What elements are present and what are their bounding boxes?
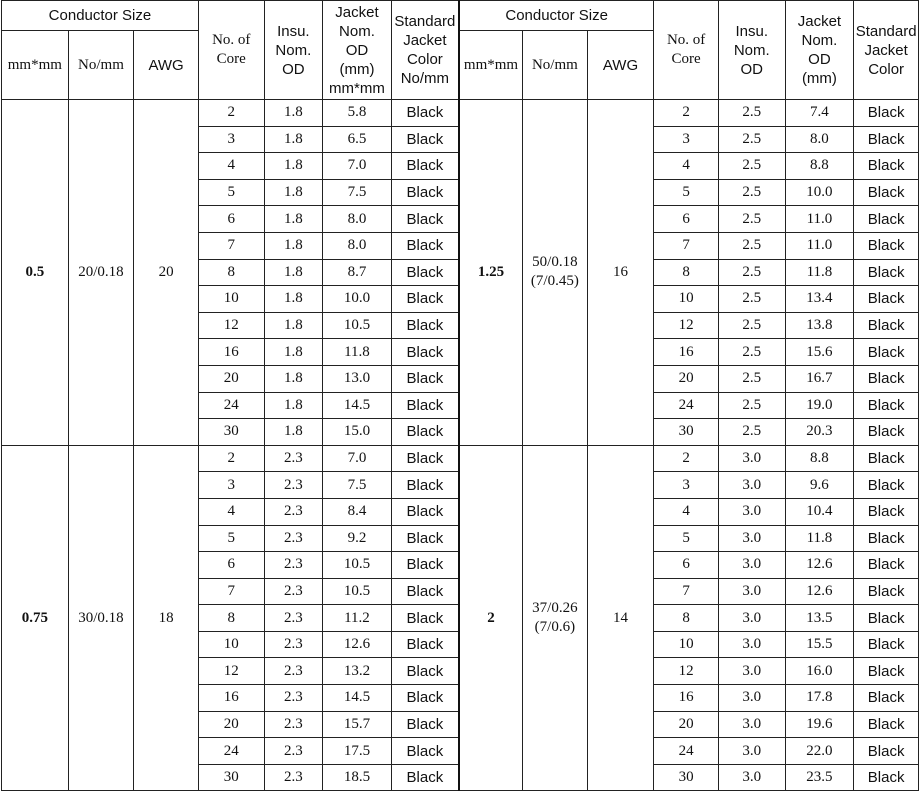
left-insu-od-cell: 1.8 xyxy=(264,232,323,259)
left-insu-od-cell: 2.3 xyxy=(264,552,323,579)
left-jacket-od-cell: 10.5 xyxy=(323,312,392,339)
right-jacket-od-cell: 11.0 xyxy=(785,206,854,233)
jacket-nom-od-header-right xyxy=(785,1,854,100)
right-color-cell: Black xyxy=(854,658,919,685)
right-color-cell: Black xyxy=(854,738,919,765)
left-insu-od-cell: 1.8 xyxy=(264,312,323,339)
header-line: Insu. xyxy=(277,22,310,40)
right-core-cell: 30 xyxy=(654,764,719,791)
right-insu-od-cell: 2.5 xyxy=(718,100,785,127)
header-line: Insu. xyxy=(735,22,769,40)
right-insu-od-cell: 3.0 xyxy=(718,445,785,472)
left-color-cell: Black xyxy=(391,365,459,392)
header-line: No. of xyxy=(666,32,706,48)
left-jacket-od-cell: 15.0 xyxy=(323,419,392,446)
right-jacket-od-cell: 16.7 xyxy=(785,365,854,392)
right-core-cell: 24 xyxy=(654,392,719,419)
left-insu-od-cell: 2.3 xyxy=(264,578,323,605)
left-insu-od-cell: 1.8 xyxy=(264,259,323,286)
no-mm-header-right: No/mm xyxy=(523,31,588,100)
right-core-cell: 12 xyxy=(654,658,719,685)
left-color-cell: Black xyxy=(391,685,459,712)
left-color-cell: Black xyxy=(391,658,459,685)
header-line: Standard xyxy=(855,22,917,40)
right-color-cell: Black xyxy=(854,685,919,712)
right-color-cell: Black xyxy=(854,232,919,259)
left-core-cell: 3 xyxy=(198,472,264,499)
right-insu-od-cell: 3.0 xyxy=(718,631,785,658)
right-core-cell: 12 xyxy=(654,312,719,339)
right-color-cell: Black xyxy=(854,179,919,206)
left-jacket-od-cell: 5.8 xyxy=(323,100,392,127)
left-jacket-od-cell: 17.5 xyxy=(323,738,392,765)
left-insu-od-cell: 1.8 xyxy=(264,286,323,313)
right-jacket-od-cell: 11.0 xyxy=(785,232,854,259)
left-jacket-od-cell: 7.5 xyxy=(323,179,392,206)
right-insu-od-cell: 3.0 xyxy=(718,578,785,605)
left-color-cell: Black xyxy=(391,711,459,738)
cell-line: (7/0.6) xyxy=(534,619,576,636)
left-core-cell: 24 xyxy=(198,738,264,765)
header-line: No. of xyxy=(212,32,251,48)
left-insu-od-cell: 1.8 xyxy=(264,392,323,419)
right-core-cell: 7 xyxy=(654,578,719,605)
right-jacket-od-cell: 7.4 xyxy=(785,100,854,127)
right-jacket-od-cell: 13.8 xyxy=(785,312,854,339)
header-line: (mm) xyxy=(339,60,375,78)
left-insu-od-cell: 2.3 xyxy=(264,685,323,712)
left-insu-od-cell: 2.3 xyxy=(264,631,323,658)
left-color-cell: Black xyxy=(391,738,459,765)
left-jacket-od-cell: 10.0 xyxy=(323,286,392,313)
left-insu-od-cell: 2.3 xyxy=(264,711,323,738)
right-color-cell: Black xyxy=(854,631,919,658)
left-color-cell: Black xyxy=(391,472,459,499)
right-mm2-cell: 2 xyxy=(459,445,523,791)
left-insu-od-cell: 2.3 xyxy=(264,605,323,632)
left-jacket-od-cell: 10.5 xyxy=(323,578,392,605)
right-core-cell: 3 xyxy=(654,472,719,499)
left-core-cell: 4 xyxy=(198,153,264,180)
left-color-cell: Black xyxy=(391,419,459,446)
right-color-cell: Black xyxy=(854,259,919,286)
left-color-cell: Black xyxy=(391,525,459,552)
left-awg-cell: 20 xyxy=(134,100,199,446)
left-jacket-od-cell: 7.0 xyxy=(323,445,392,472)
left-core-cell: 4 xyxy=(198,498,264,525)
header-line: Nom. xyxy=(339,22,375,40)
right-insu-od-cell: 2.5 xyxy=(718,419,785,446)
left-insu-od-cell: 2.3 xyxy=(264,738,323,765)
left-jacket-od-cell: 11.8 xyxy=(323,339,392,366)
left-color-cell: Black xyxy=(391,153,459,180)
right-jacket-od-cell: 13.4 xyxy=(785,286,854,313)
right-jacket-od-cell: 10.0 xyxy=(785,179,854,206)
left-core-cell: 12 xyxy=(198,312,264,339)
left-jacket-od-cell: 14.5 xyxy=(323,685,392,712)
right-jacket-od-cell: 12.6 xyxy=(785,578,854,605)
std-jacket-color-header-right xyxy=(854,1,919,100)
right-core-cell: 20 xyxy=(654,711,719,738)
left-insu-od-cell: 1.8 xyxy=(264,339,323,366)
right-color-cell: Black xyxy=(854,392,919,419)
left-jacket-od-cell: 8.0 xyxy=(323,206,392,233)
header-row-1 xyxy=(2,1,919,31)
left-core-cell: 16 xyxy=(198,339,264,366)
header-line: OD xyxy=(282,60,305,78)
right-color-cell: Black xyxy=(854,339,919,366)
right-jacket-od-cell: 13.5 xyxy=(785,605,854,632)
left-insu-od-cell: 2.3 xyxy=(264,525,323,552)
left-core-cell: 8 xyxy=(198,259,264,286)
left-jacket-od-cell: 12.6 xyxy=(323,631,392,658)
left-insu-od-cell: 1.8 xyxy=(264,419,323,446)
left-color-cell: Black xyxy=(391,445,459,472)
right-insu-od-cell: 3.0 xyxy=(718,552,785,579)
right-core-cell: 8 xyxy=(654,259,719,286)
awg-header-right: AWG xyxy=(587,31,654,100)
right-jacket-od-cell: 17.8 xyxy=(785,685,854,712)
std-jacket-color-header-left xyxy=(391,1,459,100)
left-core-cell: 3 xyxy=(198,126,264,153)
left-no-mm-cell: 30/0.18 xyxy=(68,445,134,791)
left-core-cell: 10 xyxy=(198,286,264,313)
left-core-cell: 8 xyxy=(198,605,264,632)
right-insu-od-cell: 2.5 xyxy=(718,286,785,313)
right-no-mm-cell xyxy=(523,445,588,791)
left-jacket-od-cell: 8.4 xyxy=(323,498,392,525)
cell-line: 50/0.18 xyxy=(532,254,578,271)
right-color-cell: Black xyxy=(854,764,919,791)
right-core-cell: 10 xyxy=(654,286,719,313)
right-jacket-od-cell: 23.5 xyxy=(785,764,854,791)
header-line: (mm) xyxy=(801,70,837,87)
left-jacket-od-cell: 13.0 xyxy=(323,365,392,392)
left-jacket-od-cell: 14.5 xyxy=(323,392,392,419)
right-color-cell: Black xyxy=(854,206,919,233)
right-color-cell: Black xyxy=(854,100,919,127)
left-color-cell: Black xyxy=(391,126,459,153)
header-line: OD xyxy=(345,41,369,59)
right-color-cell: Black xyxy=(854,312,919,339)
right-core-cell: 7 xyxy=(654,232,719,259)
right-core-cell: 2 xyxy=(654,100,719,127)
left-color-cell: Black xyxy=(391,339,459,366)
jacket-nom-od-header-left xyxy=(323,1,392,100)
header-line: Core xyxy=(671,51,701,67)
left-core-cell: 16 xyxy=(198,685,264,712)
left-core-cell: 5 xyxy=(198,525,264,552)
left-insu-od-cell: 2.3 xyxy=(264,445,323,472)
header-line: Jacket xyxy=(335,3,379,21)
left-color-cell: Black xyxy=(391,100,459,127)
right-jacket-od-cell: 20.3 xyxy=(785,419,854,446)
right-core-cell: 3 xyxy=(654,126,719,153)
left-insu-od-cell: 1.8 xyxy=(264,153,323,180)
right-color-cell: Black xyxy=(854,605,919,632)
left-core-cell: 12 xyxy=(198,658,264,685)
left-jacket-od-cell: 7.5 xyxy=(323,472,392,499)
awg-header-left: AWG xyxy=(134,31,199,100)
left-jacket-od-cell: 8.7 xyxy=(323,259,392,286)
right-insu-od-cell: 2.5 xyxy=(718,179,785,206)
left-color-cell: Black xyxy=(391,605,459,632)
table-row xyxy=(2,100,919,127)
table-row xyxy=(2,445,919,472)
left-core-cell: 2 xyxy=(198,100,264,127)
left-color-cell: Black xyxy=(391,552,459,579)
right-color-cell: Black xyxy=(854,711,919,738)
right-insu-od-cell: 2.5 xyxy=(718,312,785,339)
left-insu-od-cell: 1.8 xyxy=(264,100,323,127)
left-core-cell: 5 xyxy=(198,179,264,206)
left-color-cell: Black xyxy=(391,631,459,658)
mm2-header-right: mm*mm xyxy=(459,31,523,100)
conductor-size-header-left: Conductor Size xyxy=(2,1,199,31)
insu-nom-od-header-right xyxy=(718,1,785,100)
right-core-cell: 30 xyxy=(654,419,719,446)
right-insu-od-cell: 2.5 xyxy=(718,206,785,233)
left-awg-cell: 18 xyxy=(134,445,199,791)
right-jacket-od-cell: 15.6 xyxy=(785,339,854,366)
left-jacket-od-cell: 10.5 xyxy=(323,552,392,579)
right-core-cell: 5 xyxy=(654,179,719,206)
right-insu-od-cell: 3.0 xyxy=(718,685,785,712)
left-jacket-od-cell: 11.2 xyxy=(323,605,392,632)
left-insu-od-cell: 1.8 xyxy=(264,179,323,206)
left-mm2-cell: 0.75 xyxy=(2,445,69,791)
right-jacket-od-cell: 11.8 xyxy=(785,525,854,552)
left-insu-od-cell: 1.8 xyxy=(264,206,323,233)
left-jacket-od-cell: 18.5 xyxy=(323,764,392,791)
left-color-cell: Black xyxy=(391,259,459,286)
right-color-cell: Black xyxy=(854,472,919,499)
left-color-cell: Black xyxy=(391,498,459,525)
header-line: Nom. xyxy=(275,41,312,59)
right-core-cell: 4 xyxy=(654,153,719,180)
header-line: Core xyxy=(216,51,246,67)
header-line: Jacket xyxy=(864,41,908,59)
right-jacket-od-cell: 9.6 xyxy=(785,472,854,499)
left-color-cell: Black xyxy=(391,232,459,259)
right-color-cell: Black xyxy=(854,552,919,579)
right-insu-od-cell: 3.0 xyxy=(718,711,785,738)
right-core-cell: 8 xyxy=(654,605,719,632)
table-body xyxy=(2,100,919,791)
right-core-cell: 16 xyxy=(654,685,719,712)
header-line: mm*mm xyxy=(329,79,385,97)
right-jacket-od-cell: 15.5 xyxy=(785,631,854,658)
right-awg-cell: 16 xyxy=(587,100,654,446)
header-line: Color xyxy=(406,51,443,68)
left-core-cell: 30 xyxy=(198,419,264,446)
right-insu-od-cell: 3.0 xyxy=(718,605,785,632)
right-insu-od-cell: 2.5 xyxy=(718,153,785,180)
right-color-cell: Black xyxy=(854,365,919,392)
insu-nom-od-header-left xyxy=(264,1,323,100)
right-jacket-od-cell: 19.6 xyxy=(785,711,854,738)
left-color-cell: Black xyxy=(391,764,459,791)
right-jacket-od-cell: 8.8 xyxy=(785,153,854,180)
header-line: OD xyxy=(740,60,764,78)
left-color-cell: Black xyxy=(391,179,459,206)
left-core-cell: 7 xyxy=(198,232,264,259)
left-jacket-od-cell: 9.2 xyxy=(323,525,392,552)
right-jacket-od-cell: 22.0 xyxy=(785,738,854,765)
right-core-cell: 6 xyxy=(654,206,719,233)
right-core-cell: 2 xyxy=(654,445,719,472)
right-jacket-od-cell: 16.0 xyxy=(785,658,854,685)
right-core-cell: 20 xyxy=(654,365,719,392)
left-core-cell: 10 xyxy=(198,631,264,658)
right-color-cell: Black xyxy=(854,419,919,446)
right-core-cell: 10 xyxy=(654,631,719,658)
right-insu-od-cell: 2.5 xyxy=(718,126,785,153)
right-no-mm-cell xyxy=(523,100,588,446)
conductor-size-header-right: Conductor Size xyxy=(459,1,654,31)
left-core-cell: 20 xyxy=(198,711,264,738)
left-jacket-od-cell: 8.0 xyxy=(323,232,392,259)
right-insu-od-cell: 3.0 xyxy=(718,498,785,525)
right-core-cell: 16 xyxy=(654,339,719,366)
right-color-cell: Black xyxy=(854,525,919,552)
right-core-cell: 24 xyxy=(654,738,719,765)
header-line: OD xyxy=(808,51,831,68)
right-jacket-od-cell: 11.8 xyxy=(785,259,854,286)
left-mm2-cell: 0.5 xyxy=(2,100,69,446)
left-jacket-od-cell: 7.0 xyxy=(323,153,392,180)
header-line: Jacket xyxy=(403,32,447,49)
right-core-cell: 4 xyxy=(654,498,719,525)
left-color-cell: Black xyxy=(391,286,459,313)
left-core-cell: 6 xyxy=(198,206,264,233)
left-insu-od-cell: 2.3 xyxy=(264,658,323,685)
left-core-cell: 6 xyxy=(198,552,264,579)
right-insu-od-cell: 2.5 xyxy=(718,339,785,366)
right-insu-od-cell: 3.0 xyxy=(718,764,785,791)
right-color-cell: Black xyxy=(854,126,919,153)
right-core-cell: 6 xyxy=(654,552,719,579)
right-insu-od-cell: 3.0 xyxy=(718,658,785,685)
left-insu-od-cell: 2.3 xyxy=(264,764,323,791)
header-line: No/mm xyxy=(400,70,450,87)
header-line: Color xyxy=(868,60,905,78)
left-core-cell: 2 xyxy=(198,445,264,472)
left-insu-od-cell: 2.3 xyxy=(264,472,323,499)
right-jacket-od-cell: 12.6 xyxy=(785,552,854,579)
right-insu-od-cell: 2.5 xyxy=(718,259,785,286)
left-color-cell: Black xyxy=(391,392,459,419)
left-color-cell: Black xyxy=(391,578,459,605)
left-insu-od-cell: 1.8 xyxy=(264,126,323,153)
left-core-cell: 20 xyxy=(198,365,264,392)
cell-line: (7/0.45) xyxy=(530,273,579,290)
right-jacket-od-cell: 19.0 xyxy=(785,392,854,419)
right-core-cell: 5 xyxy=(654,525,719,552)
right-insu-od-cell: 3.0 xyxy=(718,472,785,499)
left-no-mm-cell: 20/0.18 xyxy=(68,100,134,446)
left-insu-od-cell: 1.8 xyxy=(264,365,323,392)
right-color-cell: Black xyxy=(854,578,919,605)
header-line: Standard xyxy=(394,13,456,30)
left-color-cell: Black xyxy=(391,206,459,233)
left-jacket-od-cell: 6.5 xyxy=(323,126,392,153)
left-color-cell: Black xyxy=(391,312,459,339)
left-insu-od-cell: 2.3 xyxy=(264,498,323,525)
right-color-cell: Black xyxy=(854,286,919,313)
right-color-cell: Black xyxy=(854,445,919,472)
right-insu-od-cell: 2.5 xyxy=(718,392,785,419)
header-line: Jacket xyxy=(797,13,842,30)
header-line: Nom. xyxy=(733,41,770,59)
right-insu-od-cell: 3.0 xyxy=(718,738,785,765)
right-color-cell: Black xyxy=(854,498,919,525)
no-of-core-header-right xyxy=(654,1,719,100)
right-insu-od-cell: 2.5 xyxy=(718,365,785,392)
left-core-cell: 24 xyxy=(198,392,264,419)
right-insu-od-cell: 2.5 xyxy=(718,232,785,259)
left-core-cell: 7 xyxy=(198,578,264,605)
right-jacket-od-cell: 8.0 xyxy=(785,126,854,153)
right-insu-od-cell: 3.0 xyxy=(718,525,785,552)
cell-line: 37/0.26 xyxy=(532,600,578,617)
header-line: Nom. xyxy=(801,32,838,49)
right-mm2-cell: 1.25 xyxy=(459,100,523,446)
right-awg-cell: 14 xyxy=(587,445,654,791)
left-jacket-od-cell: 13.2 xyxy=(323,658,392,685)
cable-spec-table xyxy=(1,0,919,791)
right-jacket-od-cell: 8.8 xyxy=(785,445,854,472)
left-jacket-od-cell: 15.7 xyxy=(323,711,392,738)
mm2-header-left: mm*mm xyxy=(2,31,69,100)
no-of-core-header-left xyxy=(198,1,264,100)
left-core-cell: 30 xyxy=(198,764,264,791)
no-mm-header-left: No/mm xyxy=(68,31,134,100)
right-color-cell: Black xyxy=(854,153,919,180)
right-jacket-od-cell: 10.4 xyxy=(785,498,854,525)
